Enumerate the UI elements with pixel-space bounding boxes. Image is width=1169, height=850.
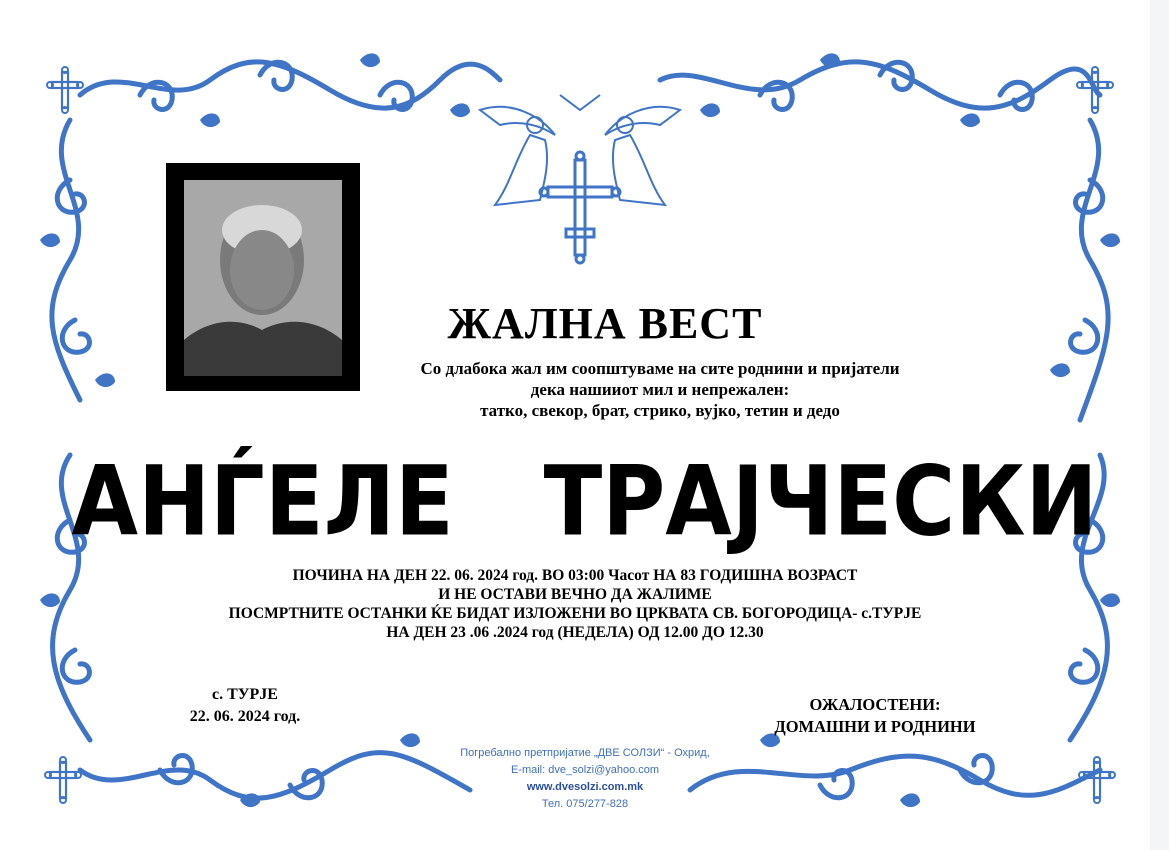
- village-name: с. ТУРЈЕ: [212, 686, 278, 703]
- intro-line: дека нашииот мил и непрежален:: [530, 380, 790, 399]
- company-phone: Тел. 075/277-828: [541, 798, 629, 810]
- details-line: И НЕ ОСТАВИ ВЕЧНО ДА ЖАЛИМЕ: [438, 586, 712, 603]
- corner-cross-icon: [45, 757, 81, 803]
- company-email: E-mail: dve_solzi@yahoo.com: [510, 764, 660, 776]
- portrait-photo: [184, 180, 342, 376]
- details-line: ПОСМРТНИТЕ ОСТАНКИ ЌЕ БИДАТ ИЗЛОЖЕНИ ВО ЦРКВАТА СВ. БОГОРОДИЦА- с.ТУРЈЕ: [228, 605, 922, 622]
- notice-date: 22. 06. 2024 год.: [189, 708, 301, 725]
- deceased-name: АНЃЕЛЕ ТРАЈЧЕСКИ: [71, 446, 1098, 558]
- intro-line: татко, свекор, брат, стрико, вујко, тетин и дедо: [480, 401, 840, 420]
- mourners-list: ДОМАШНИ И РОДНИНИ: [774, 717, 976, 736]
- details-line: НА ДЕН 23 .06 .2024 год (НЕДЕЛА) ОД 12.00 ДО 12.30: [386, 624, 764, 641]
- place-and-date: [165, 684, 325, 728]
- corner-cross-icon: [47, 67, 83, 113]
- funeral-details: [180, 566, 970, 642]
- notice-title: ЖАЛНА ВЕСТ: [447, 299, 763, 348]
- intro-text: [370, 358, 950, 421]
- intro-line: Со длабока жал им соопштуваме на сите роднини и пријатели: [420, 359, 900, 378]
- mourners-title: ОЖАЛОСТЕНИ:: [809, 695, 941, 714]
- company-name: Погребално претпријатие „ДВЕ СОЛЗИ“ - Охрид,: [460, 747, 710, 759]
- page-edge: [1150, 0, 1169, 850]
- details-line: ПОЧИНА НА ДЕН 22. 06. 2024 год. ВО 03:00 Часот НА 83 ГОДИШНА ВОЗРАСТ: [292, 567, 858, 584]
- angels-with-cross-icon: [480, 95, 680, 263]
- mourners: [760, 694, 990, 738]
- company-website: www.dvesolzi.com.mk: [526, 781, 644, 793]
- funeral-home-footer: [410, 745, 760, 813]
